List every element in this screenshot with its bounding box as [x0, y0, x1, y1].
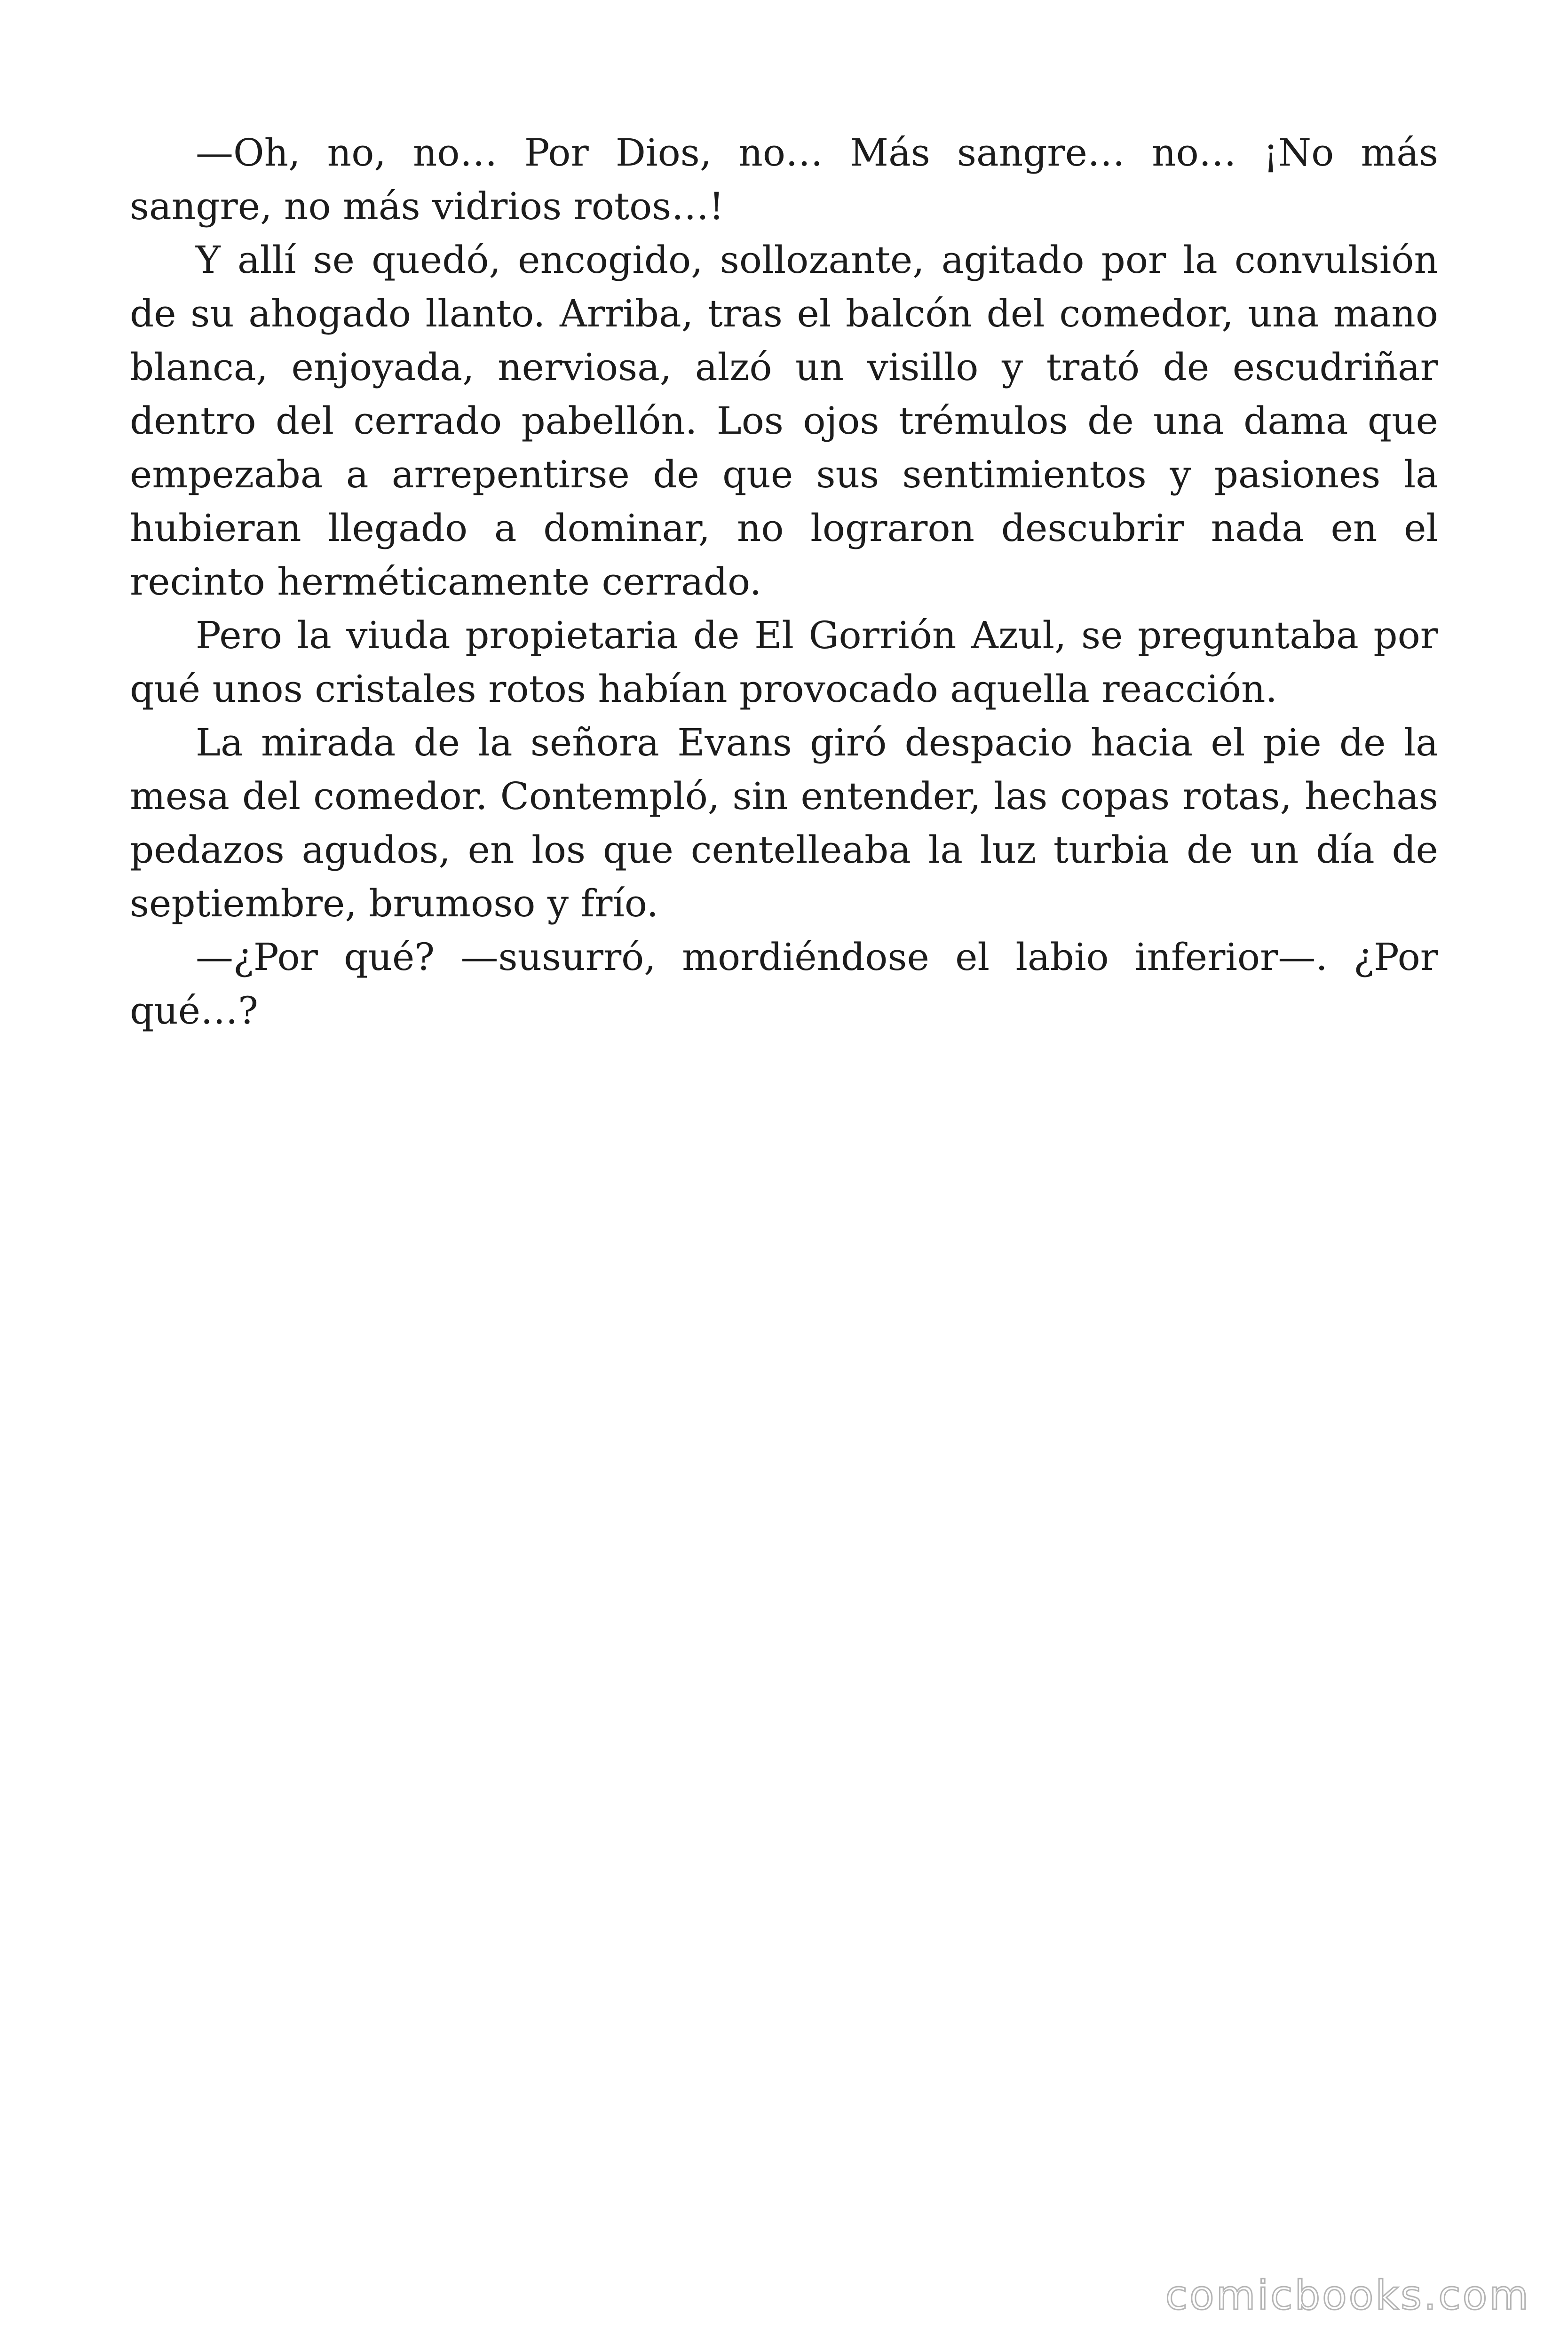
- paragraph-1: —Oh, no, no… Por Dios, no… Más sangre… no… ¡No más sangre, no más vidrios rotos…!: [130, 131, 1438, 228]
- paragraph-4: La mirada de la señora Evans giró despacio hacia el pie de la mesa del comedor. Contempló, sin entender, las copas rotas, hechas pedazos agudos, en los que centelleaba la luz turbia de un día de septiembre, brumoso y frío.: [130, 721, 1438, 925]
- paragraph-3: Pero la viuda propietaria de El Gorrión Azul, se preguntaba por qué unos cristales rotos habían provocado aquella reacción.: [130, 613, 1438, 711]
- paragraph-2: Y allí se quedó, encogido, sollozante, agitado por la convulsión de su ahogado llanto. Arriba, tras el balcón del comedor, una mano blanca, enjoyada, nerviosa, alzó un visillo y trató de escudriñar dentro del cerrado pabellón. Los ojos trémulos de una dama que empezaba a arrepentirse de que sus sentimientos y pasiones la hubieran llegado a dominar, no lograron descubrir nada en el recinto herméticamente cerrado.: [130, 238, 1438, 604]
- body-text: [130, 126, 1438, 1038]
- paragraph-5: —¿Por qué? —susurró, mordiéndose el labio inferior—. ¿Por qué…?: [130, 935, 1438, 1033]
- watermark-text: comicbooks.com: [1165, 2272, 1530, 2319]
